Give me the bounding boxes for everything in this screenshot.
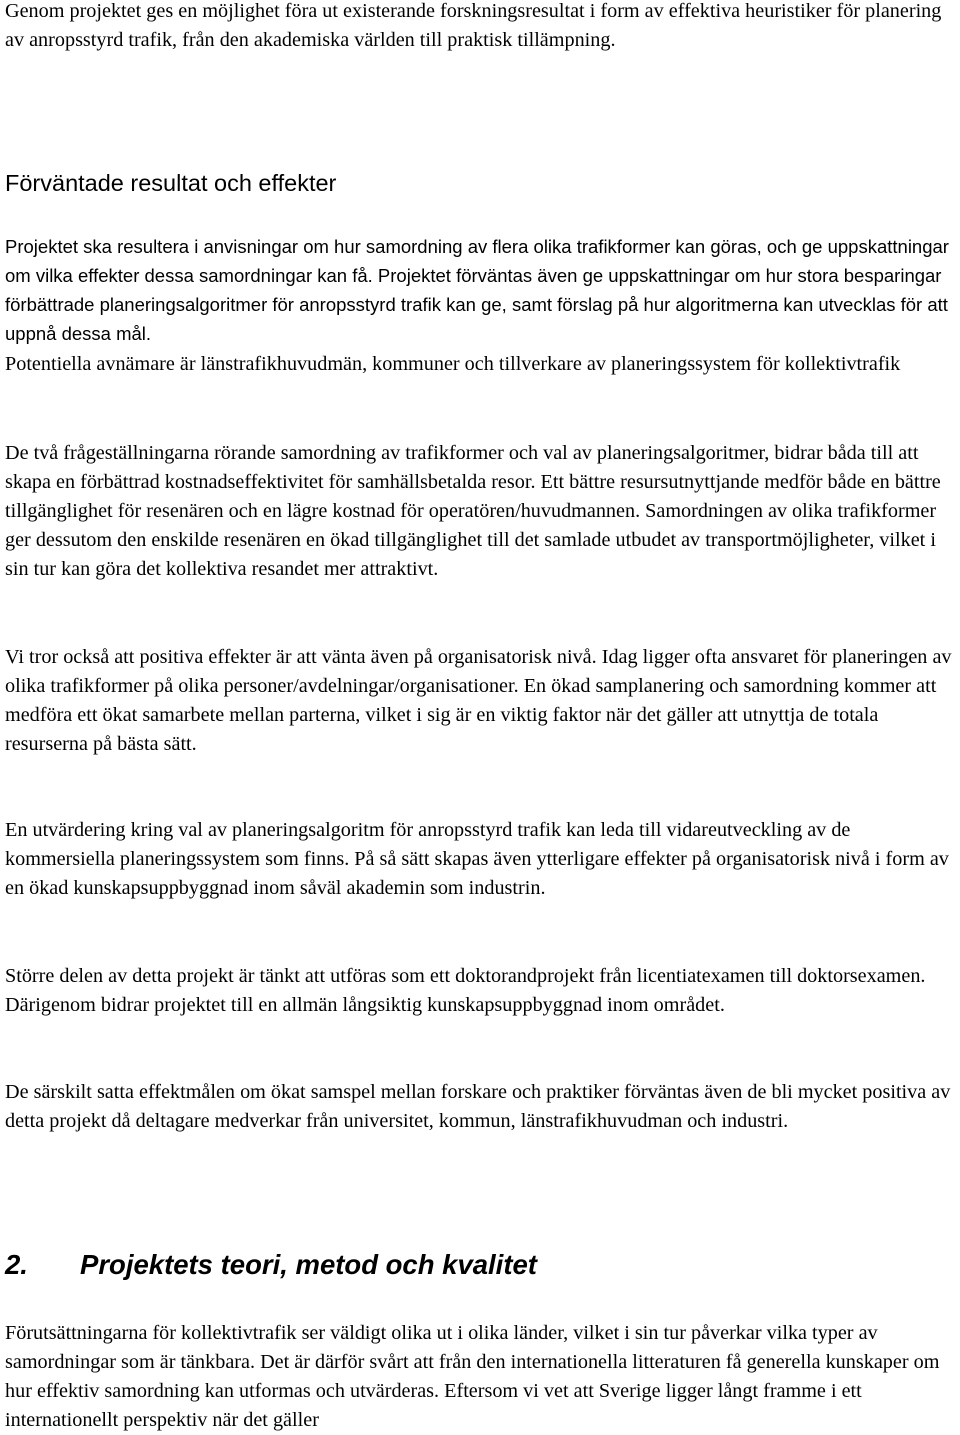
two-questions-paragraph: De två frågeställningarna rörande samordning av trafikformer och val av planeringsalgoritmer, bidrar båda till att skapa en förbättrad kostnadseffektivitet för samhällsbetalda resor. Ett bättre resursutnyttjande medför både en bättre tillgänglighet för resenären och en lägre kostnad för operatören/huvudmannen. Samordningen av olika trafikformer ger dessutom den enskilde resenären en ökad tillgänglighet till det samlade utbudet av transportmöjligheter, vilket i sin tur kan göra det kollektiva resandet mer attraktivt. xyxy=(5,442,941,580)
recipients-paragraph: Potentiella avnämare är länstrafikhuvudmän, kommuner och tillverkare av planeringssystem för kollektivtrafik xyxy=(5,353,901,375)
evaluation-paragraph: En utvärdering kring val av planeringsalgoritm för anropsstyrd trafik kan leda till vidareutveckling av de kommersiella planeringssystem som finns. På så sätt skapas även ytterligare effekter på organisatorisk nivå i form av en ökad kunskapsuppbyggnad inom såväl akademin som industrin. xyxy=(5,819,949,899)
section-heading-theory-method xyxy=(5,1248,957,1282)
doctoral-project-paragraph: Större delen av detta projekt är tänkt att utföras som ett doktorandprojekt från licentiatexamen till doktorsexamen. Därigenom bidrar projektet till en allmän långsiktig kunskapsuppbyggnad inom området. xyxy=(5,965,926,1016)
organisational-effects-paragraph: Vi tror också att positiva effekter är att vänta även på organisatorisk nivå. Idag ligger ofta ansvaret för planeringen av olika trafikformer på olika personer/avdelningar/organisationer. En ökad samplanering och samordning kommer att medföra ett ökat samarbete mellan parterna, vilket i sig är en viktig faktor när det gäller att utnyttja de totala resurserna på bästa sätt. xyxy=(5,646,952,755)
section-heading-expected-results: Förväntade resultat och effekter xyxy=(5,170,337,196)
results-paragraph: Projektet ska resultera i anvisningar om hur samordning av flera olika trafikformer kan göras, och ge uppskattningar om vilka effekter dessa samordningar kan få. Projektet förväntas även ge uppskattningar om hur stora besparingar förbättrade planeringsalgoritmer för anropsstyrd trafik kan ge, samt förslag på hur algoritmerna kan utvecklas för att uppnå dessa mål. xyxy=(5,236,949,344)
section-title: Projektets teori, metod och kvalitet xyxy=(80,1249,537,1280)
section-number: 2. xyxy=(5,1249,28,1280)
preconditions-paragraph: Förutsättningarna för kollektivtrafik ser väldigt olika ut i olika länder, vilket i sin tur påverkar vilka typer av samordningar som är tänkbara. Det är därför svårt att från den internationella litteraturen få generella kunskaper om hur effektiv samordning kan utformas och utvärderas. Eftersom vi vet att Sverige ligger långt framme i ett internationellt perspektiv när det gäller xyxy=(5,1322,940,1431)
intro-paragraph: Genom projektet ges en möjlighet föra ut existerande forskningsresultat i form av effektiva heuristiker för planering av anropsstyrd trafik, från den akademiska världen till praktisk tillämpning. xyxy=(5,0,942,51)
impact-goals-paragraph: De särskilt satta effektmålen om ökat samspel mellan forskare och praktiker förväntas även de bli mycket positiva av detta projekt då deltagare medverkar från universitet, kommun, länstrafikhuvudman och industri. xyxy=(5,1081,951,1132)
